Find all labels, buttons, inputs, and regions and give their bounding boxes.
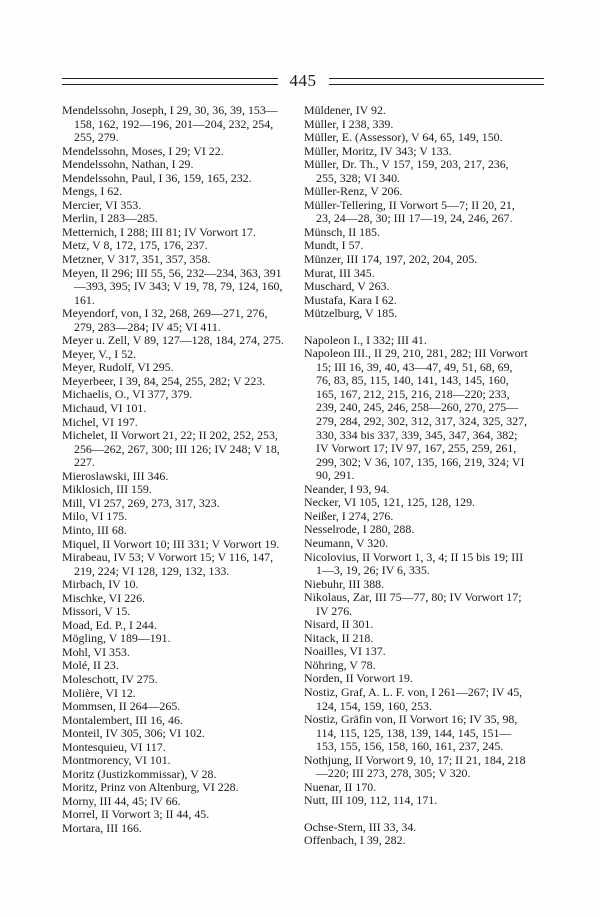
index-entry: Müller, E. (Assessor), V 64, 65, 149, 150. <box>304 130 503 145</box>
index-entry: Michaelis, O., VI 377, 379. <box>62 387 193 402</box>
index-entry: Nostiz, Gräfin von, II Vorwort 16; IV 35, 98, 114, 115, 125, 138, 139, 144, 145, 151—153, 155, 156, 158, 160, 161, 237, 245. <box>304 712 518 754</box>
index-entry: Mill, VI 257, 269, 273, 317, 323. <box>62 495 220 510</box>
index-entry: Nicolovius, II Vorwort 1, 3, 4; II 15 bis 19; III 1—3, 19, 26; IV 6, 335. <box>304 549 524 578</box>
index-entry: Muschard, V 263. <box>304 279 390 294</box>
index-entry: Nöhring, V 78. <box>304 657 376 672</box>
index-entry: Metzner, V 317, 351, 357, 358. <box>62 252 211 267</box>
index-entry: Michelet, II Vorwort 21, 22; II 202, 252, 253, 256—262, 267, 300; III 126; IV 248; V 18, 227. <box>62 428 280 470</box>
index-entry: Münzer, III 174, 197, 202, 204, 205. <box>304 252 478 267</box>
index-entry: Mirbach, IV 10. <box>62 577 139 592</box>
index-entry: Metz, V 8, 172, 175, 176, 237. <box>62 238 208 253</box>
index-entry: Meyer u. Zell, V 89, 127—128, 184, 274, 275. <box>62 333 284 348</box>
index-entry: Müller-Renz, V 206. <box>304 184 403 199</box>
index-entry: Milo, VI 175. <box>62 509 128 524</box>
header-rule-left <box>62 78 278 85</box>
index-entry: Montesquieu, VI 117. <box>62 739 166 754</box>
page-number: 445 <box>289 71 317 90</box>
index-entry: Müller, I 238, 339. <box>304 116 394 131</box>
index-entry: Missori, V 15. <box>62 604 131 619</box>
index-entry: Mengs, I 62. <box>62 184 123 199</box>
index-entry: Nikolaus, Zar, III 75—77, 80; IV Vorwort 17; IV 276. <box>304 590 522 618</box>
index-entry: Nutt, III 109, 112, 114, 171. <box>304 793 438 808</box>
index-entry: Mirabeau, IV 53; V Vorwort 15; V 116, 147, 219, 224; VI 128, 129, 132, 133. <box>62 550 274 578</box>
index-entry: Montmorency, VI 101. <box>62 753 171 768</box>
index-entry: Nitack, II 218. <box>304 630 374 645</box>
index-entry: Monteil, IV 305, 306; VI 102. <box>62 726 205 741</box>
index-section-n <box>304 334 530 808</box>
index-entry: Nostiz, Graf, A. L. F. von, I 261—267; IV 45, 124, 154, 159, 160, 253. <box>304 684 523 713</box>
index-entry: Norden, II Vorwort 19. <box>304 671 413 686</box>
index-entry: Meyer, Rudolf, VI 295. <box>62 360 174 375</box>
header-rule-right <box>329 78 545 85</box>
index-entry: Nesselrode, I 280, 288. <box>304 522 415 537</box>
index-entry: Molière, VI 12. <box>62 685 136 700</box>
index-entry: Moritz, Prinz von Altenburg, VI 228. <box>62 780 239 795</box>
index-entry: Michel, VI 197. <box>62 414 138 429</box>
index-entry: Mommsen, II 264—265. <box>62 699 181 714</box>
index-entry: Mendelssohn, Joseph, I 29, 30, 36, 39, 153—158, 162, 192—196, 201—204, 232, 254, 255, 279. <box>62 103 278 145</box>
index-entry: Napoleon I., I 332; III 41. <box>304 332 427 347</box>
index-entry: Michaud, VI 101. <box>62 401 147 416</box>
index-entry: Moleschott, IV 275. <box>62 671 158 686</box>
index-entry: Meyerbeer, I 39, 84, 254, 255, 282; V 223. <box>62 373 266 388</box>
index-entry: Niebuhr, III 388. <box>304 576 385 591</box>
index-entry: Morny, III 44, 45; IV 66. <box>62 793 181 808</box>
index-entry: Müldener, IV 92. <box>304 103 386 117</box>
index-entry: Meyer, V., I 52. <box>62 346 137 361</box>
index-entry: Noailles, VI 137. <box>304 644 386 659</box>
index-entry: Montalembert, III 16, 46. <box>62 712 183 727</box>
index-entry: Molé, II 23. <box>62 658 119 673</box>
index-entry: Morrel, II Vorwort 3; II 44, 45. <box>62 807 210 822</box>
index-entry: Mendelssohn, Nathan, I 29. <box>62 157 194 172</box>
index-entry: Nisard, II 301. <box>304 617 374 632</box>
index-entry: Miquel, II Vorwort 10; III 331; V Vorwort 19. <box>62 536 280 551</box>
index-entry: Necker, VI 105, 121, 125, 128, 129. <box>304 495 476 510</box>
index-entry: Miklosich, III 159. <box>62 482 152 497</box>
index-entry: Mortara, III 166. <box>62 820 142 835</box>
section-gap <box>304 321 530 334</box>
index-entry: Murat, III 345. <box>304 265 375 280</box>
index-entry: Mützelburg, V 185. <box>304 306 398 321</box>
index-entry: Mohl, VI 353. <box>62 644 130 659</box>
index-entry: Neißer, I 274, 276. <box>304 508 394 523</box>
index-entry: Nothjung, II Vorwort 9, 10, 17; II 21, 184, 218—220; III 273, 278, 305; V 320. <box>304 752 526 781</box>
index-entry: Metternich, I 288; III 81; IV Vorwort 17. <box>62 224 256 239</box>
index-entry: Moad, Ed. P., I 244. <box>62 617 157 632</box>
index-entry: Müller, Moritz, IV 343; V 133. <box>304 143 452 158</box>
index-entry: Mundt, I 57. <box>304 238 364 253</box>
index-column-left <box>62 104 288 836</box>
index-entry: Offenbach, I 39, 282. <box>304 833 406 848</box>
index-entry: Mustafa, Kara I 62. <box>304 292 397 307</box>
index-entry: Müller, Dr. Th., V 157, 159, 203, 217, 236, 255, 328; VI 340. <box>304 157 509 185</box>
index-entry: Mieroslawski, III 346. <box>62 468 169 483</box>
index-entry: Neumann, V 320. <box>304 535 389 550</box>
index-entry: Müller-Tellering, II Vorwort 5—7; II 20, 21, 23, 24—28, 30; III 17—19, 24, 246, 267. <box>304 197 515 226</box>
index-entry: Meyen, II 296; III 55, 56, 232—234, 363, 391—393, 395; IV 343; V 19, 78, 79, 124, 160, 161. <box>62 265 283 307</box>
section-gap <box>304 808 530 821</box>
index-entry: Napoleon III., II 29, 210, 281, 282; III Vorwort 15; III 16, 39, 40, 43—47, 49, 51, 68, 69, 76, 83, 85, 115, 140, 141, 143, 145, 160, 165, 167, 212, 215, 216, 218—220; 233, 239, 240, 245, 246, 258—260, 270, 275—279, 284, 292, 302, 312, 317, 324, 325, 327, 330, 334 bis 337, 339, 345, 347, 364, 382; IV Vorwort 17; IV 97, 167, 255, 259, 261, 299, 302; V 36, 107, 135, 166, 219, 324; VI 90, 291. <box>304 346 528 483</box>
index-entry: Meyendorf, von, I 32, 268, 269—271, 276, 279, 283—284; IV 45; VI 411. <box>62 306 268 334</box>
index-entry: Mischke, VI 226. <box>62 590 146 605</box>
index-entry: Ochse-Stern, III 33, 34. <box>304 819 417 834</box>
index-entry: Nuenar, II 170. <box>304 779 377 794</box>
index-section-o <box>304 821 530 848</box>
index-entry: Merlin, I 283—285. <box>62 211 158 226</box>
index-entry: Mendelssohn, Moses, I 29; VI 22. <box>62 143 224 158</box>
index-entry: Mercier, VI 353. <box>62 197 142 212</box>
index-entry: Minto, III 68. <box>62 522 127 537</box>
index-entry: Mögling, V 189—191. <box>62 631 171 646</box>
index-column-right <box>304 104 530 848</box>
index-entry: Moritz (Justizkommissar), V 28. <box>62 766 217 781</box>
index-entry: Münsch, II 185. <box>304 224 380 239</box>
index-section-m <box>304 104 530 321</box>
index-entry: Mendelssohn, Paul, I 36, 159, 165, 232. <box>62 170 252 185</box>
page-header <box>62 70 544 92</box>
index-entry: Neander, I 93, 94. <box>304 481 390 496</box>
